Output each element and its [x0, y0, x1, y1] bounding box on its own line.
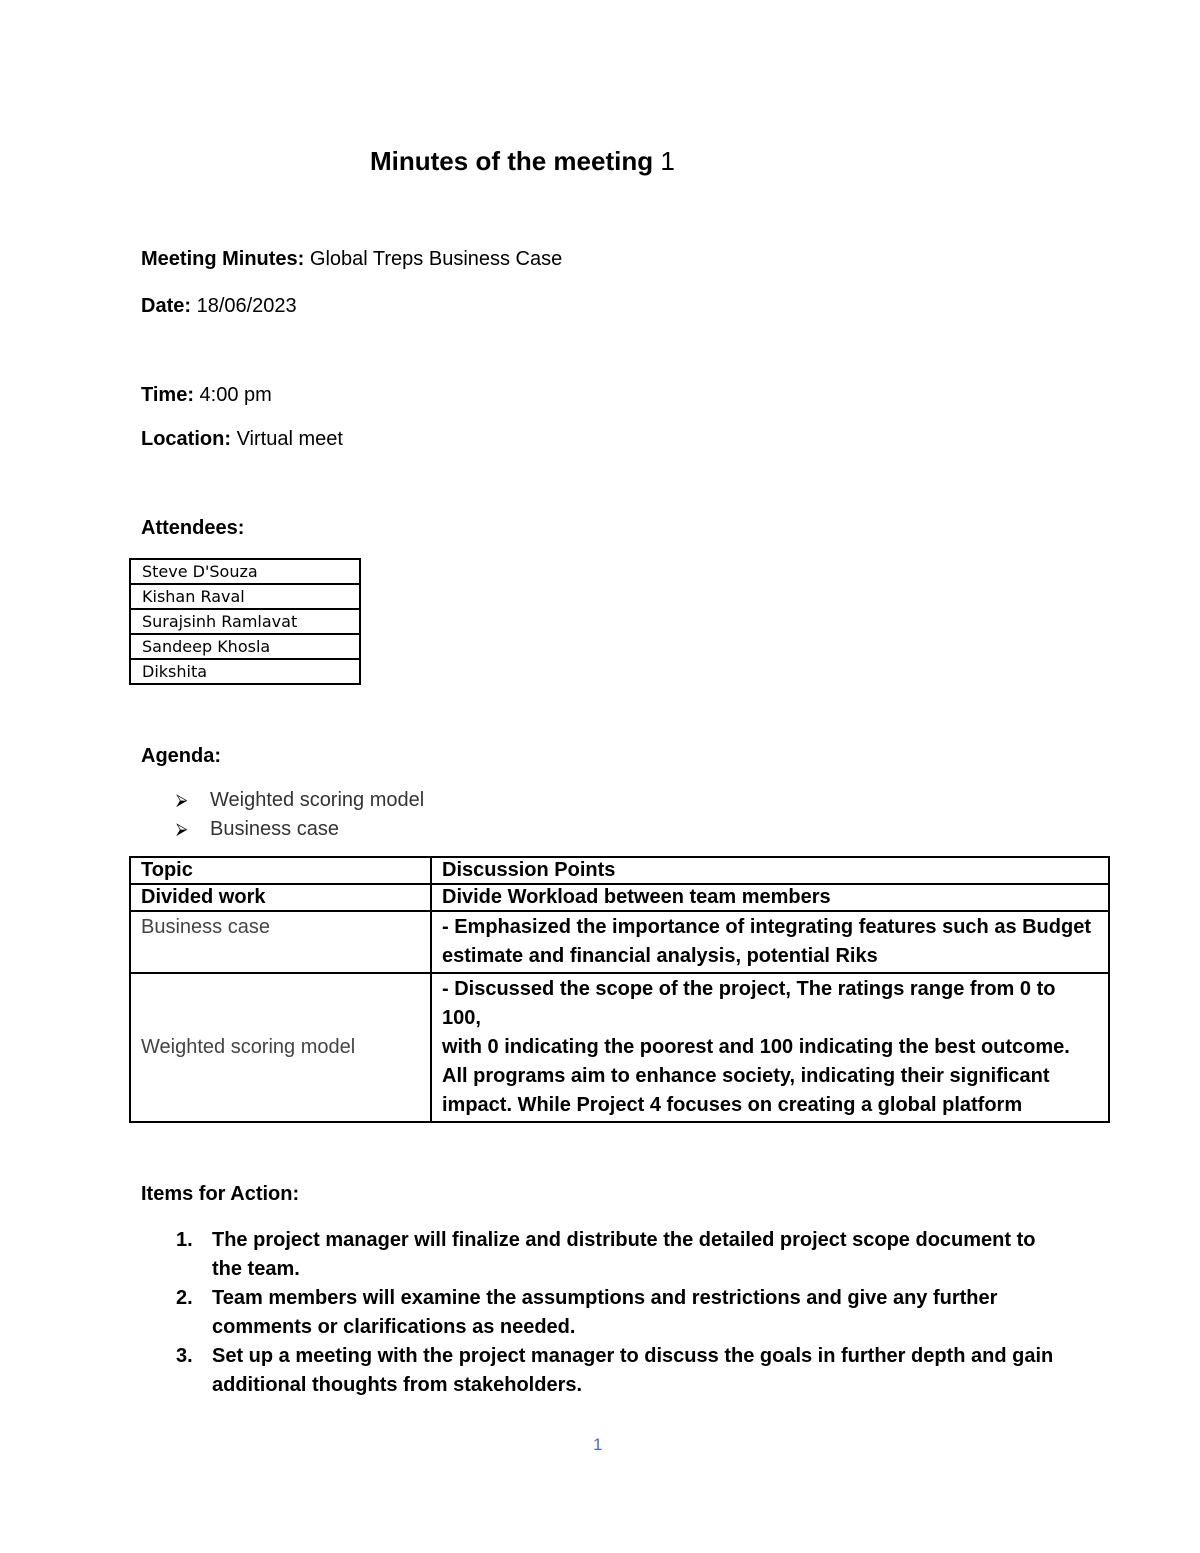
action-items-list	[176, 1226, 1076, 1400]
arrow-bullet-icon: ⮚	[176, 791, 188, 809]
meeting-minutes-line	[141, 248, 562, 271]
date-label: Date:	[141, 295, 192, 317]
action-text	[212, 1284, 997, 1342]
action-text	[212, 1342, 1053, 1400]
action-line: Team members will examine the assumptions and restrictions and give any further	[212, 1287, 998, 1309]
list-item	[176, 1284, 1076, 1342]
table-row	[130, 973, 1109, 1122]
meeting-minutes-value: Global Treps Business Case	[309, 248, 563, 270]
column-header: Topic	[130, 857, 431, 884]
list-item	[176, 786, 424, 815]
attendee-cell: Steve D'Souza	[130, 559, 360, 584]
location-label: Location:	[141, 428, 231, 450]
attendee-cell: Dikshita	[130, 659, 360, 684]
discussion-line: All programs aim to enhance society, indicating their significant	[442, 1065, 1050, 1087]
attendees-heading: Attendees:	[141, 517, 245, 539]
discussion-cell	[431, 911, 1109, 973]
title-number: 1	[660, 146, 675, 176]
table-row	[130, 884, 1109, 911]
arrow-bullet-icon: ⮚	[176, 820, 188, 838]
table-row	[130, 559, 360, 584]
agenda-list	[176, 786, 424, 844]
topic-cell: Weighted scoring model	[130, 973, 431, 1122]
discussion-line: Divide Workload between team members	[442, 886, 831, 908]
discussion-line: impact. While Project 4 focuses on creating a global platform	[442, 1094, 1023, 1116]
table-header-row	[130, 857, 1109, 884]
discussion-line: with 0 indicating the poorest and 100 indicating the best outcome.	[442, 1036, 1070, 1058]
location-value: Virtual meet	[236, 428, 343, 450]
time-value: 4:00 pm	[199, 384, 272, 406]
list-item	[176, 1342, 1076, 1400]
agenda-item-text: Weighted scoring model	[210, 789, 425, 811]
discussion-cell	[431, 884, 1109, 911]
topic-cell: Divided work	[130, 884, 431, 911]
list-item	[176, 815, 424, 844]
agenda-heading: Agenda:	[141, 745, 221, 767]
list-item	[176, 1226, 1076, 1284]
meeting-minutes-label: Meeting Minutes:	[141, 248, 305, 270]
action-line: additional thoughts from stakeholders.	[212, 1374, 583, 1396]
discussion-cell	[431, 973, 1109, 1122]
page-title	[370, 146, 675, 177]
table-row	[130, 659, 360, 684]
table-row	[130, 911, 1109, 973]
action-line: comments or clarifications as needed.	[212, 1316, 576, 1338]
action-number: 1.	[176, 1229, 193, 1251]
actions-heading: Items for Action:	[141, 1183, 300, 1205]
time-label: Time:	[141, 384, 194, 406]
action-text	[212, 1226, 1035, 1284]
agenda-item-text: Business case	[210, 818, 339, 840]
table-row	[130, 609, 360, 634]
discussion-line: - Emphasized the importance of integrating features such as Budget	[442, 916, 1091, 938]
column-header: Discussion Points	[431, 857, 1109, 884]
attendee-cell: Kishan Raval	[130, 584, 360, 609]
action-line: Set up a meeting with the project manager to discuss the goals in further depth and gain	[212, 1345, 1054, 1367]
date-line	[141, 295, 297, 318]
action-number: 3.	[176, 1345, 193, 1367]
location-line	[141, 428, 343, 451]
time-line	[141, 384, 272, 407]
title-text: Minutes of the meeting	[370, 146, 654, 176]
date-value: 18/06/2023	[196, 295, 297, 317]
action-line: The project manager will finalize and distribute the detailed project scope document to	[212, 1229, 1036, 1251]
discussion-line: estimate and financial analysis, potential Riks	[442, 945, 878, 967]
topic-cell: Business case	[130, 911, 431, 973]
action-number: 2.	[176, 1287, 193, 1309]
attendee-cell: Surajsinh Ramlavat	[130, 609, 360, 634]
action-line: the team.	[212, 1258, 300, 1280]
discussion-line: - Discussed the scope of the project, The ratings range from 0 to 100,	[442, 978, 1056, 1029]
table-row	[130, 634, 360, 659]
attendee-cell: Sandeep Khosla	[130, 634, 360, 659]
table-row	[130, 584, 360, 609]
page-number: 1	[593, 1435, 603, 1454]
topics-table	[129, 856, 1110, 1123]
attendees-table	[129, 558, 361, 685]
